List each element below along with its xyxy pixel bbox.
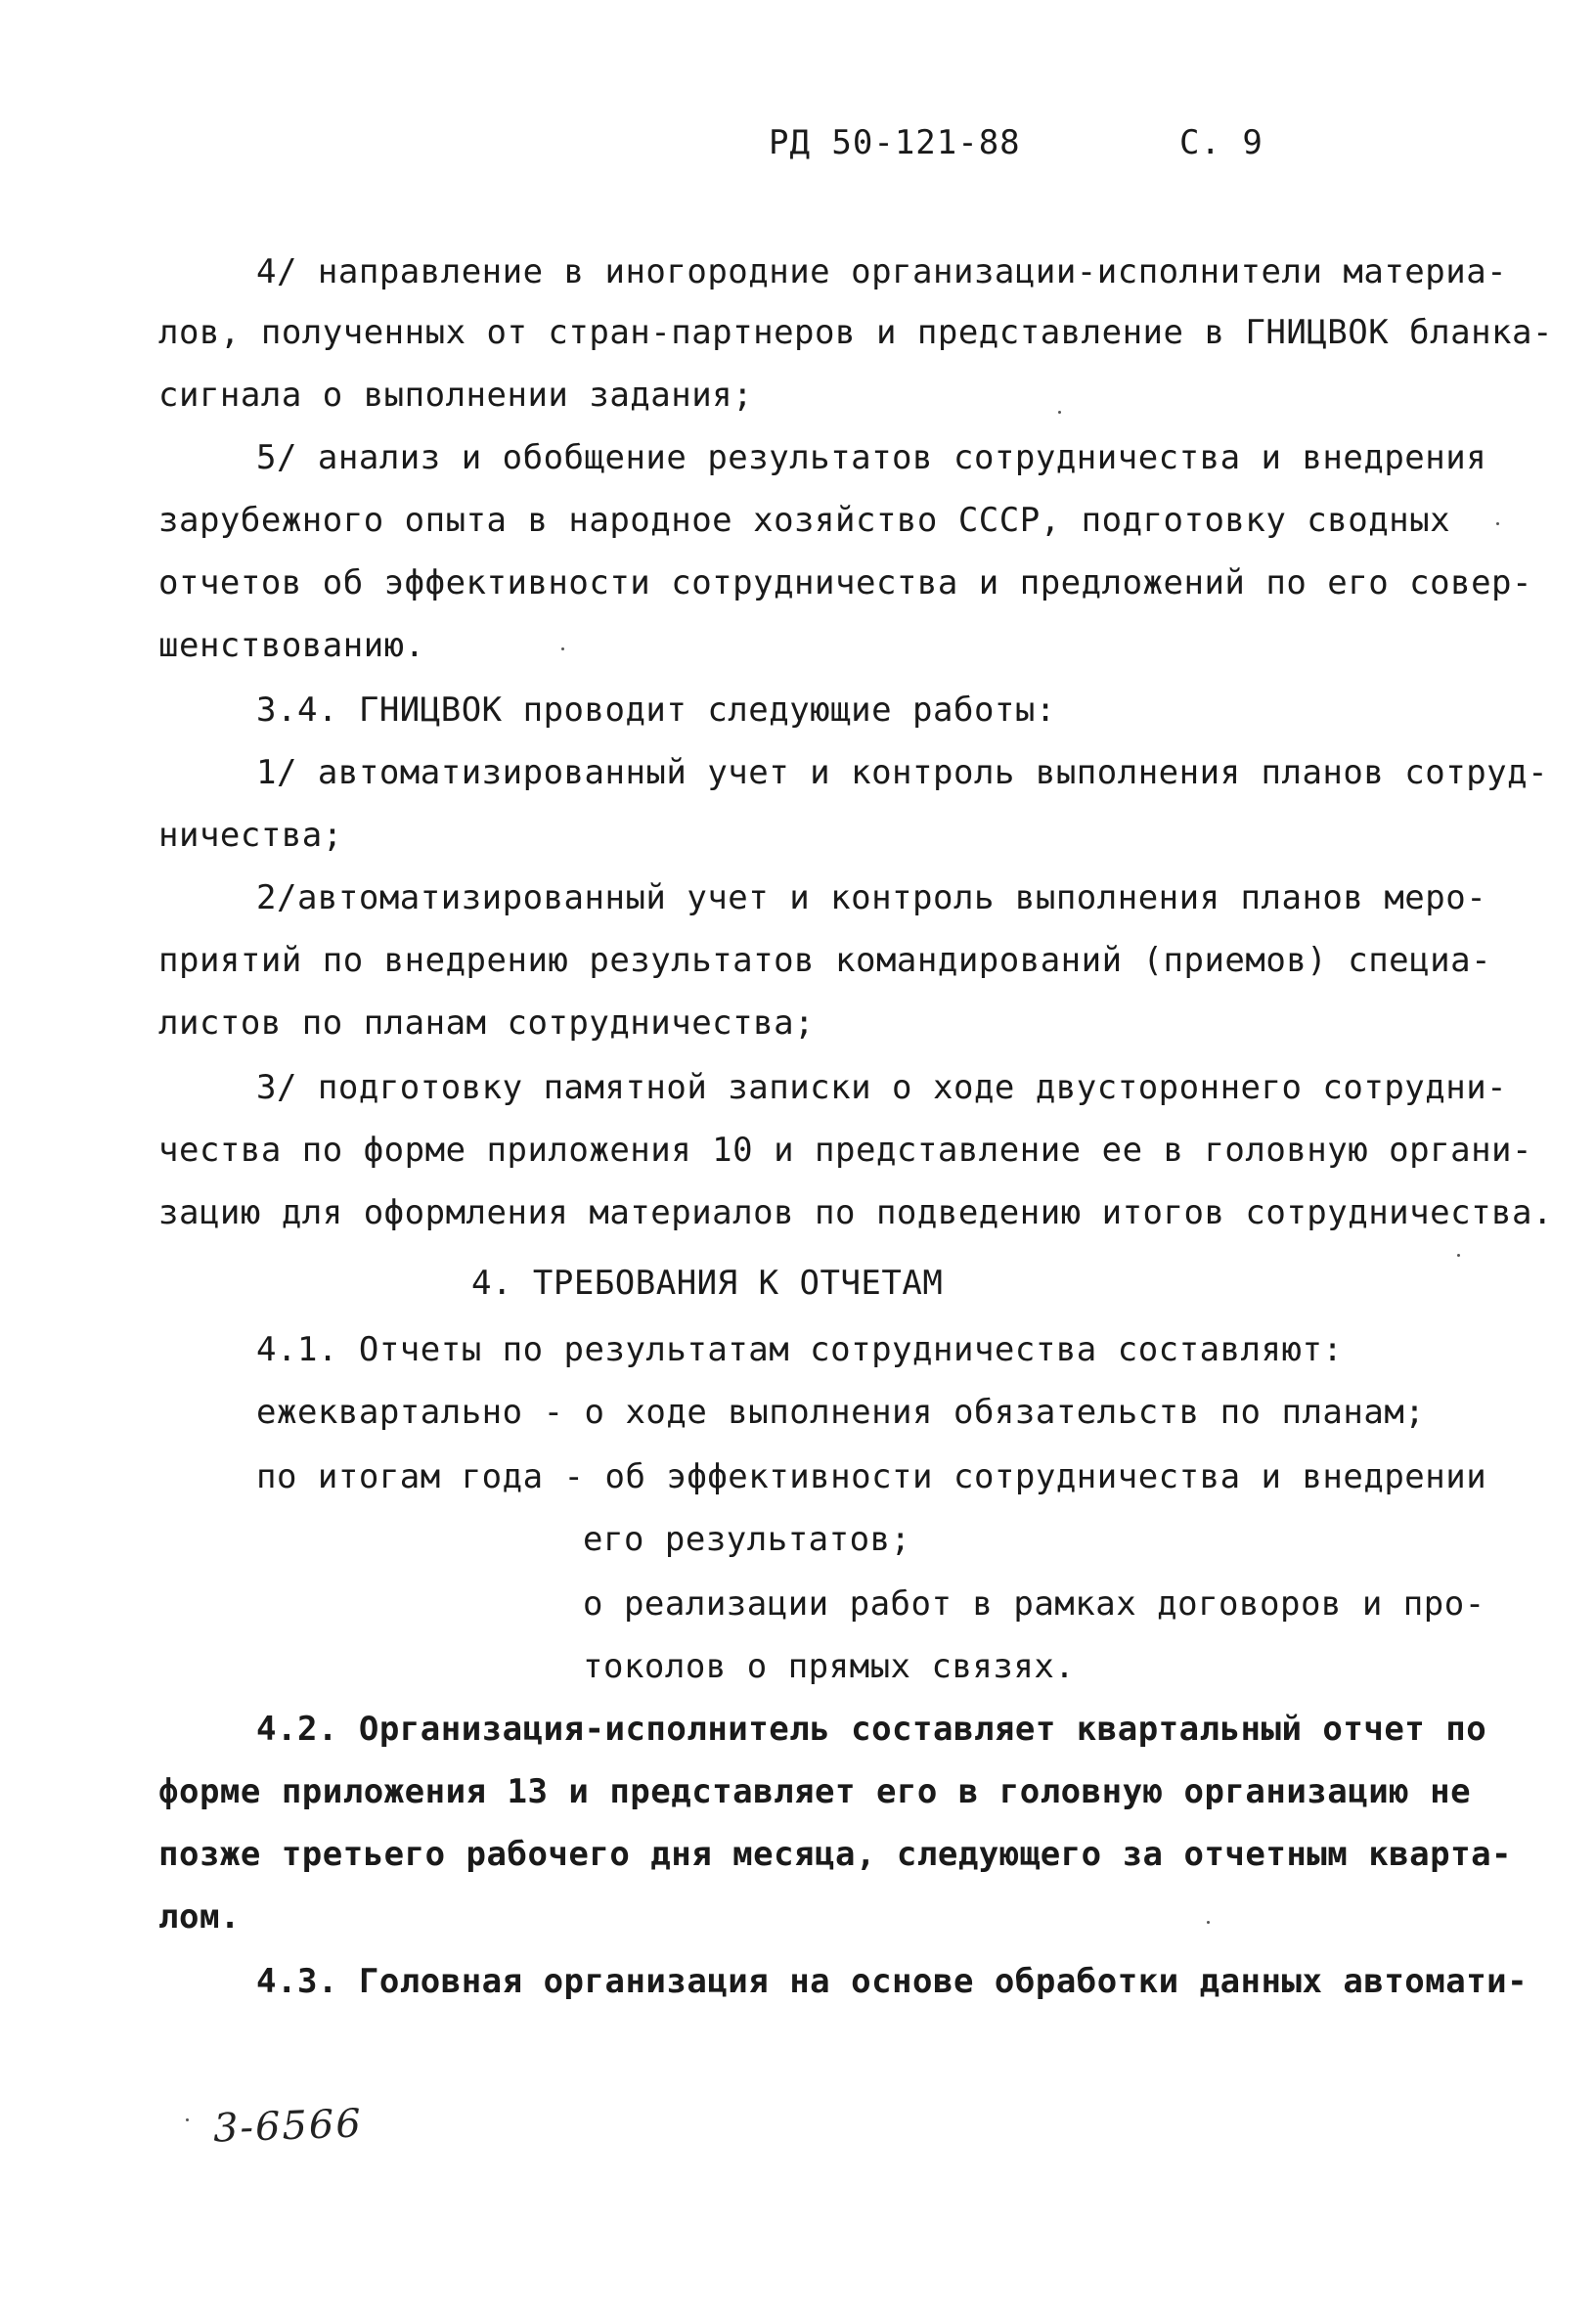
text-line: 5/ анализ и обобщение результатов сотрудничества и внедрения <box>256 438 1487 477</box>
text-line: ничества; <box>158 816 343 855</box>
section-heading: 4. ТРЕБОВАНИЯ К ОТЧЕТАМ <box>471 1264 944 1303</box>
text-line: чества по форме приложения 10 и представление ее в головную органи- <box>158 1131 1532 1170</box>
text-line: зацию для оформления материалов по подведению итогов сотрудничества. <box>158 1193 1553 1232</box>
document-number: РД 50-121-88 <box>769 123 1021 162</box>
text-line: приятий по внедрению результатов командирований (приемов) специа- <box>158 941 1492 980</box>
text-line: о реализации работ в рамках договоров и про- <box>583 1584 1485 1624</box>
text-line: позже третьего рабочего дня месяца, следующего за отчетным кварта- <box>158 1835 1513 1874</box>
scan-speck <box>186 2118 189 2121</box>
text-line: 2/автоматизированный учет и контроль выполнения планов меро- <box>256 878 1487 917</box>
text-line: лов, полученных от стран-партнеров и представление в ГНИЦВОК бланка- <box>158 313 1553 352</box>
text-line: отчетов об эффективности сотрудничества и предложений по его совер- <box>158 563 1532 602</box>
text-line: 4/ направление в иногородние организации-исполнители материа- <box>256 252 1508 291</box>
section-paragraph: 4.3. Головная организация на основе обработки данных автомати- <box>256 1962 1529 2001</box>
scan-speck <box>1496 522 1499 525</box>
handwritten-note: 3-6566 <box>212 2101 364 2152</box>
text-line: ежеквартально - о ходе выполнения обязательств по планам; <box>256 1393 1426 1432</box>
text-line: лом. <box>158 1897 241 1937</box>
text-line: 1/ автоматизированный учет и контроль выполнения планов сотруд- <box>256 753 1549 792</box>
scan-speck <box>1457 1254 1460 1257</box>
section-paragraph: 4.2. Организация-исполнитель составляет квартальный отчет по <box>256 1710 1487 1749</box>
page-number: С. 9 <box>1179 123 1264 162</box>
text-line: форме приложения 13 и представляет его в головную организацию не <box>158 1772 1472 1811</box>
section-paragraph: 3.4. ГНИЦВОК проводит следующие работы: <box>256 690 1056 730</box>
text-line: сигнала о выполнении задания; <box>158 376 754 415</box>
text-line: его результатов; <box>583 1520 911 1559</box>
text-line: зарубежного опыта в народное хозяйство СССР, подготовку сводных <box>158 501 1451 540</box>
text-line: 3/ подготовку памятной записки о ходе двустороннего сотрудни- <box>256 1068 1508 1107</box>
section-paragraph: 4.1. Отчеты по результатам сотрудничества составляют: <box>256 1330 1344 1369</box>
text-line: по итогам года - об эффективности сотрудничества и внедрении <box>256 1457 1487 1496</box>
scan-speck <box>561 647 564 650</box>
text-line: листов по планам сотрудничества; <box>158 1003 816 1043</box>
text-line: токолов о прямых связях. <box>583 1647 1076 1686</box>
text-line: шенствованию. <box>158 626 425 665</box>
scan-speck <box>1058 411 1061 414</box>
scan-speck <box>1207 1921 1210 1924</box>
